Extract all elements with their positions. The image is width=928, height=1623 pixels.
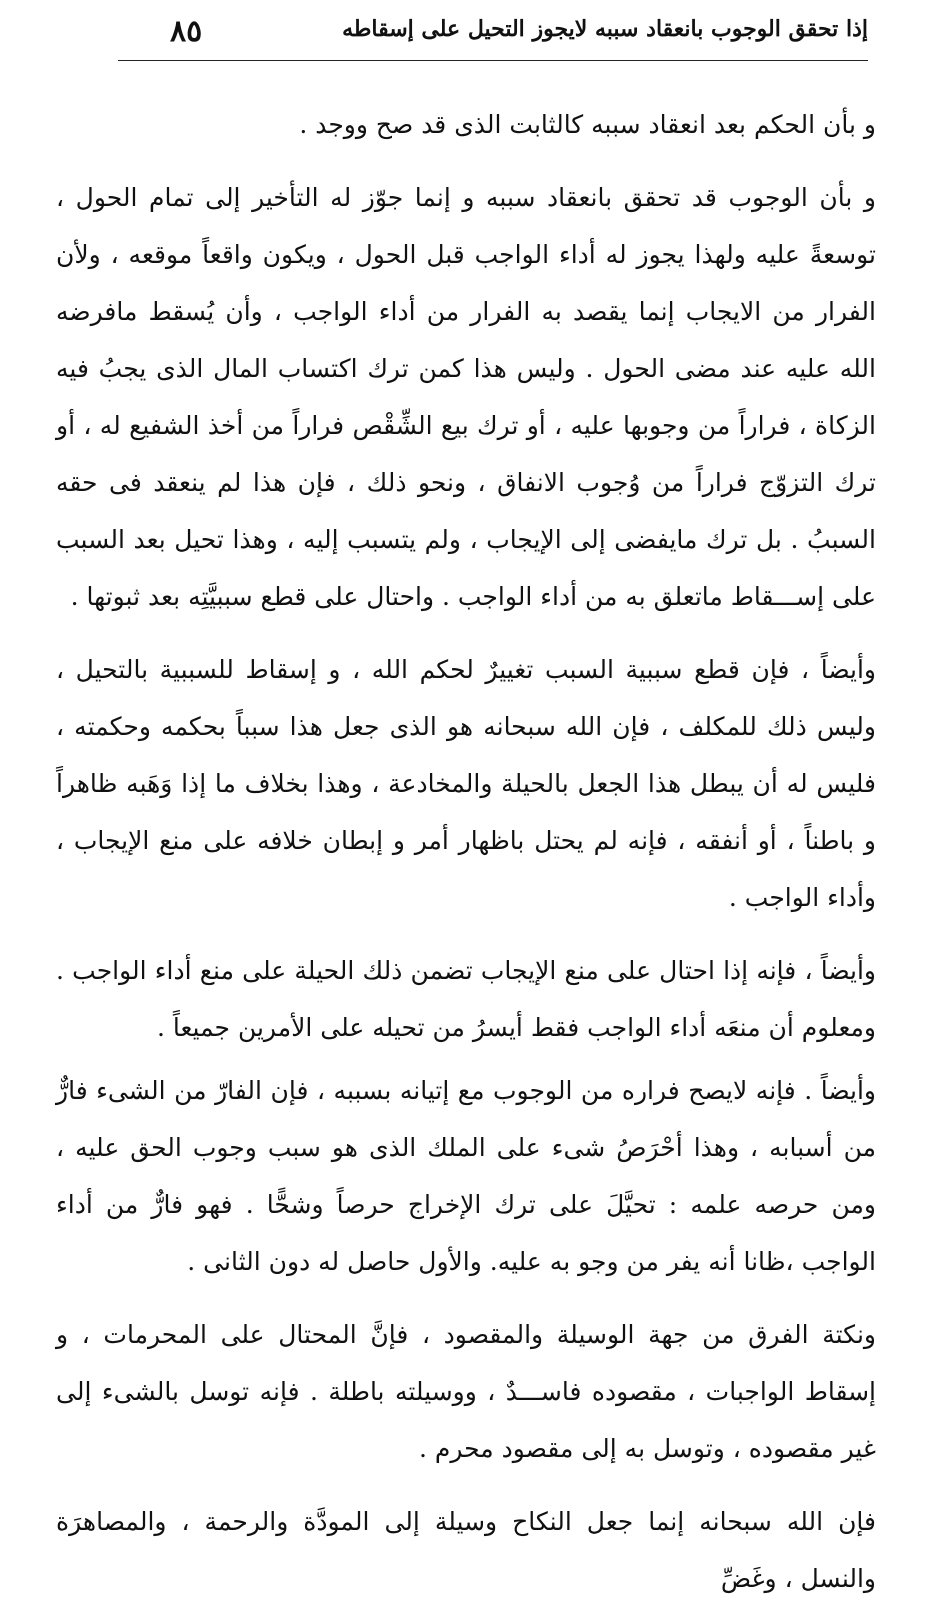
body-text — [56, 96, 876, 1623]
running-title: إذا تحقق الوجوب بانعقاد سببه لايجوز التحيل على إسقاطه — [342, 16, 868, 42]
paragraph: و بأن الحكم بعد انعقاد سببه كالثابت الذى قد صح ووجد . — [299, 110, 876, 139]
page-number: ٨٥ — [170, 14, 203, 49]
paragraph: وأيضاً ، فإنه إذا احتال على منع الإيجاب تضمن ذلك الحيلة على منع أداء الواجب . ومعلوم أن منعَه أداء الواجب فقط أيسرُ من تحيله على الأمرين جميعاً . — [56, 956, 876, 1042]
paragraph: ونكتة الفرق من جهة الوسيلة والمقصود ، فإنَّ المحتال على المحرمات ، و إسقاط الواجبات ، مقصوده فاســـدٌ ، ووسيلته باطلة . فإنه توسل بالشىء إلى غير مقصوده ، وتوسل به إلى مقصود محرم . — [56, 1320, 876, 1463]
paragraph: وأيضاً . فإنه لايصح فراره من الوجوب مع إتيانه بسببه ، فإن الفارّ من الشىء فارٌّ من أسبابه ، وهذا أحْرَصُ شىء على الملك الذى هو سبب وجوب الحق عليه ، ومن حرصه علمه : تحيَّلَ على ترك الإخراج حرصاً وشحًّا . فهو فارٌّ من أداء الواجب ،ظانا أنه يفر من وجو به عليه. والأول حاصل له دون الثانى . — [56, 1076, 876, 1276]
paragraph: وأيضاً ، فإن قطع سببية السبب تغييرٌ لحكم الله ، و إسقاط للسببية بالتحيل ، وليس ذلك للمكلف ، فإن الله سبحانه هو الذى جعل هذا سبباً بحكمه وحكمته ، فليس له أن يبطل هذا الجعل بالحيلة والمخادعة ، وهذا بخلاف ما إذا وَهَبه ظاهراً و باطناً ، أو أنفقه ، فإنه لم يحتل باظهار أمر و إبطان خلافه على منع الإيجاب ، وأداء الواجب . — [56, 655, 876, 912]
page-header — [118, 14, 878, 54]
paragraph: و بأن الوجوب قد تحقق بانعقاد سببه و إنما جوّز له التأخير إلى تمام الحول ، توسعةً عليه ولهذا يجوز له أداء الواجب قبل الحول ، ويكون واقعاً موقعه ، ولأن الفرار من الايجاب إنما يقصد به الفرار من أداء الواجب ، وأن يُسقط مافرضه الله عليه عند مضى الحول . وليس هذا كمن ترك اكتساب المال الذى يجبُ فيه الزكاة ، فراراً من وجوبها عليه ، أو ترك بيع الشِّقْص فراراً من أخذ الشفيع له ، أو ترك التزوّج فراراً من وُجوب الانفاق ، ونحو ذلك ، فإن هذا لم ينعقد فى حقه السببُ . بل ترك مايفضى إلى الإيجاب ، ولم يتسبب إليه ، وهذا تحيل بعد السبب على إســـقاط ماتعلق به من أداء الواجب . واحتال على قطع سببيَّتِه بعد ثبوتها . — [56, 183, 876, 611]
header-rule — [118, 60, 868, 61]
paragraph: فإن الله سبحانه إنما جعل النكاح وسيلة إلى المودَّة والرحمة ، والمصاهرَة والنسل ، وغَضِّ — [56, 1507, 876, 1593]
